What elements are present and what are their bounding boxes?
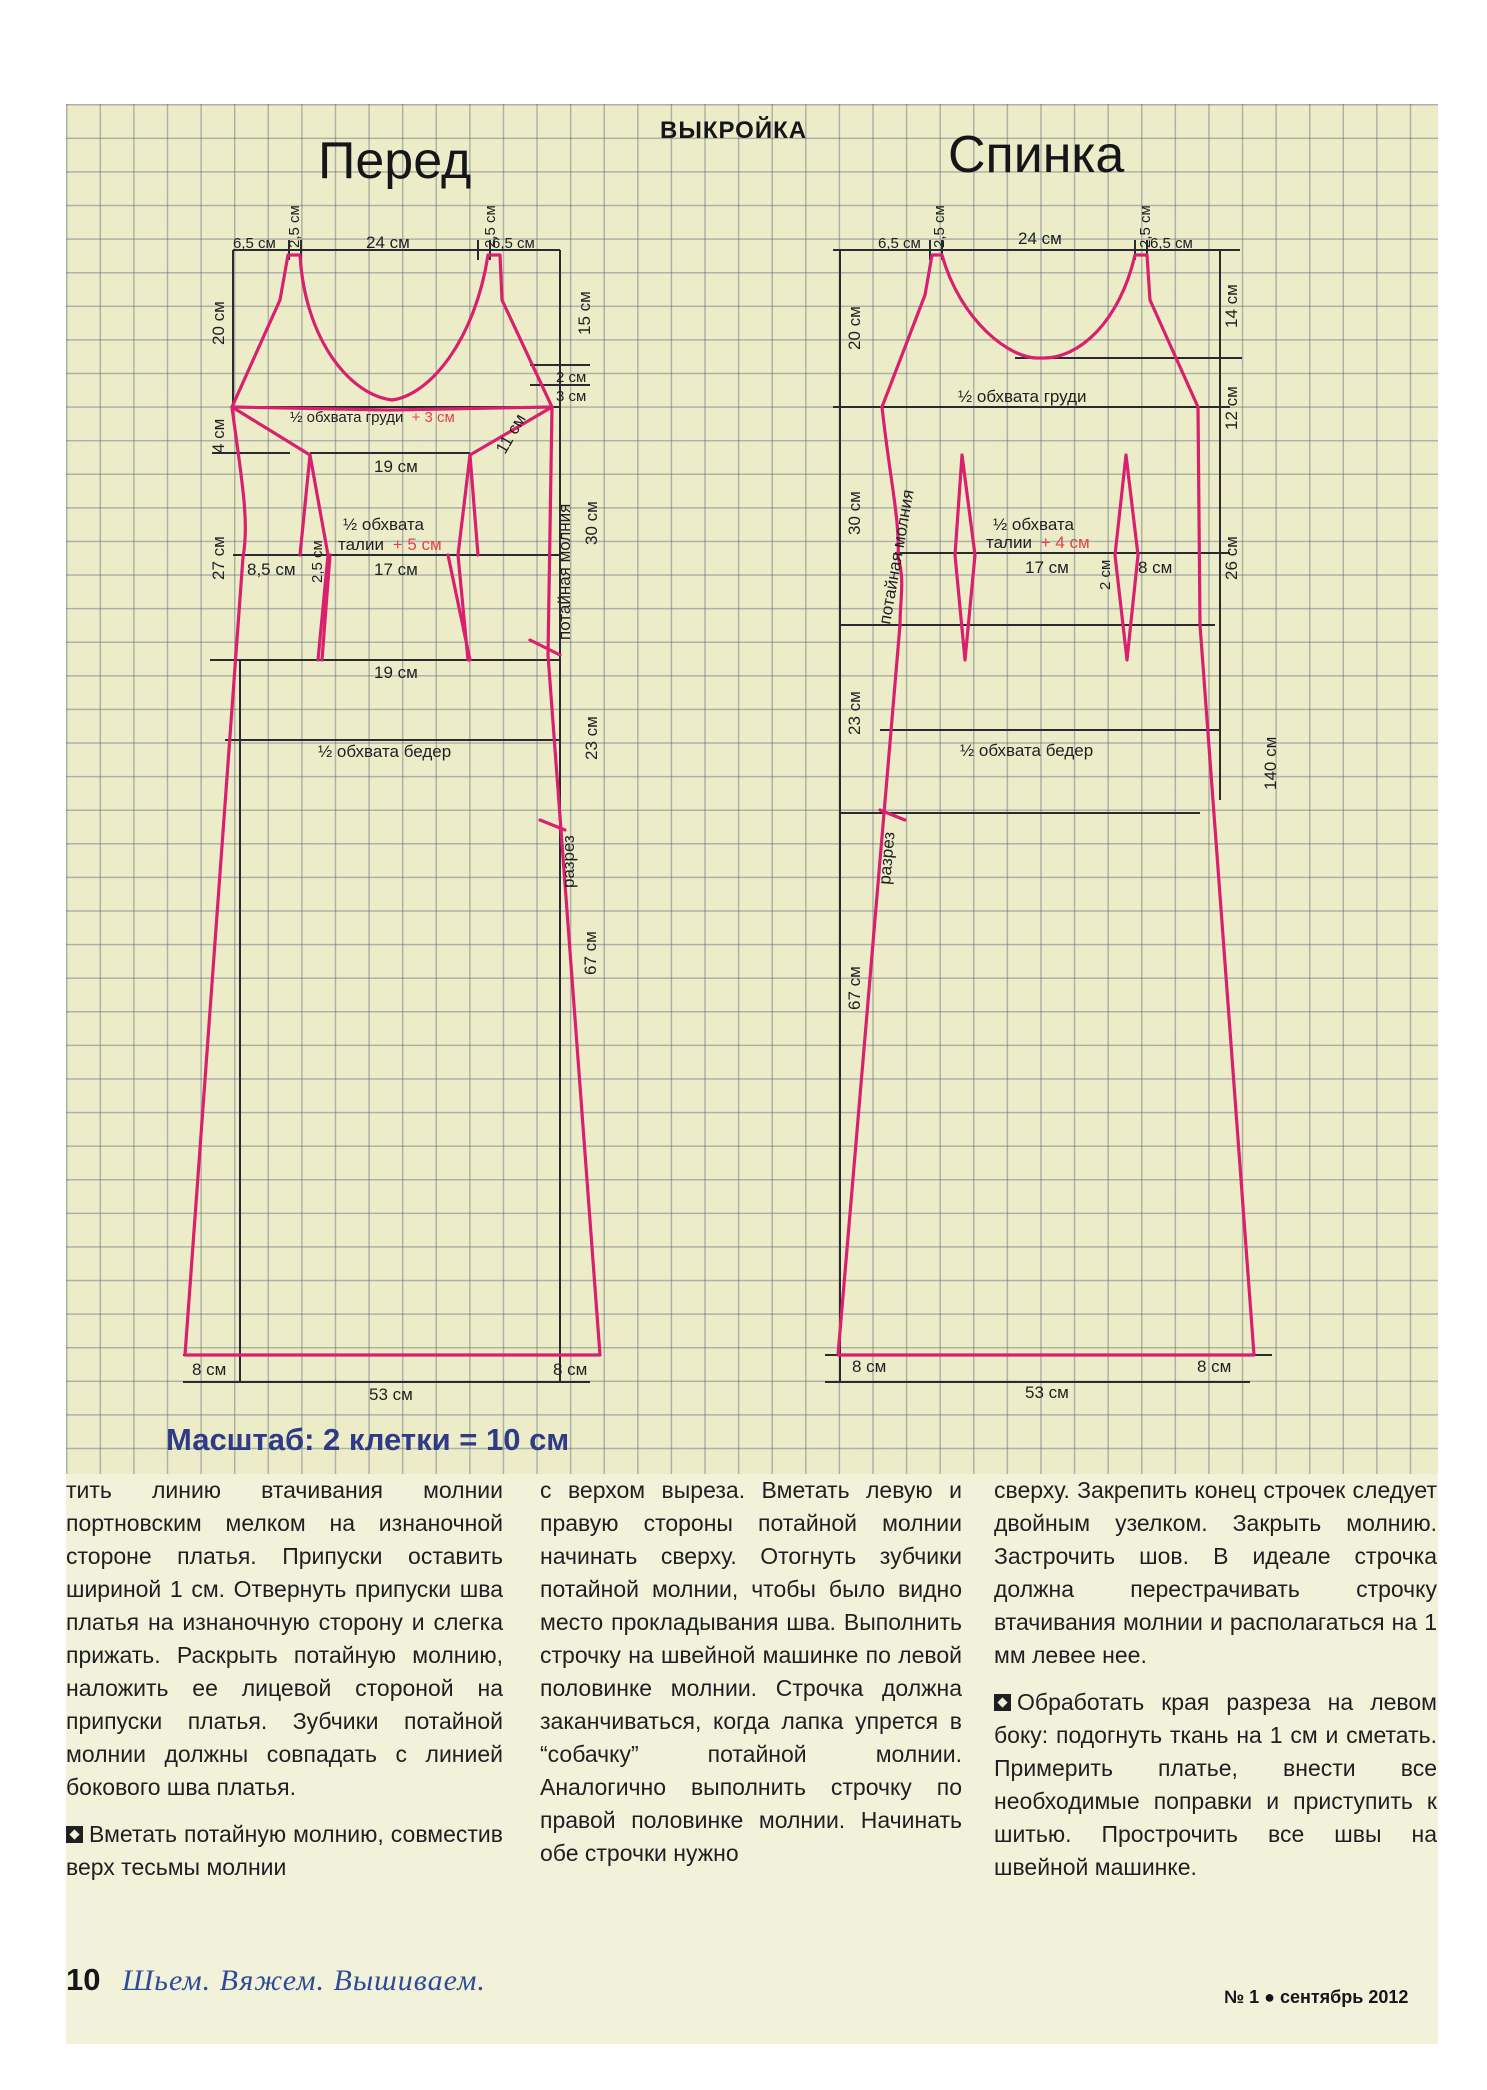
front-title: Перед: [318, 132, 472, 190]
col2-paragraph-1: с верхом выреза. Вметать левую и правую стороны потайной молнии начинать сверху. Отогнуть зубчики потайной молнии, чтобы было видно место прокладывания шва. Выполнить строчку на швейной машинке по левой половинке молнии. Строчка должна заканчиваться, когда лапка упрется в “собачку” потайной молнии. Аналогично выполнить строчку по правой половинке молнии. Начинать обе строчки нужно: [540, 1477, 962, 1866]
back-slit-label: разрез: [875, 831, 899, 886]
front-hem-width: 53 см: [369, 1385, 413, 1404]
front-hip-23: 23 см: [582, 716, 601, 760]
front-v2: 2 см: [556, 369, 587, 386]
front-hem-left: 8 см: [192, 1360, 227, 1379]
back-shoulder-right: 6,5 см: [1150, 235, 1193, 252]
back-waist-label2: талии: [986, 533, 1032, 552]
back-bust-label: ½ обхвата груди: [958, 387, 1087, 406]
front-side-4: 4 см: [209, 418, 228, 453]
front-side-27: 27 см: [209, 536, 228, 580]
back-title: Спинка: [948, 126, 1125, 184]
front-w85: 8,5 см: [247, 560, 296, 579]
front-armhole-height: 20 см: [209, 301, 228, 345]
back-armhole-height: 20 см: [845, 306, 864, 350]
front-len-67: 67 см: [581, 931, 600, 975]
front-neck-width: 24 см: [366, 233, 410, 252]
back-strap-right: 2,5 см: [1137, 205, 1154, 248]
back-dart-2: 2 см: [1097, 559, 1114, 590]
front-w19-top: 19 см: [374, 457, 418, 476]
svg-text:талии + 5 см: [338, 535, 442, 554]
back-zipper-30: 30 см: [845, 491, 864, 535]
front-hem-right: 8 см: [553, 1360, 588, 1379]
front-dart-25: 2,5 см: [309, 540, 326, 583]
front-hip-label: ½ обхвата бедер: [318, 742, 452, 761]
text-column-3: [994, 1474, 1437, 1954]
back-neck-depth: 14 см: [1222, 284, 1241, 328]
back-hem-right: 8 см: [1197, 1357, 1232, 1376]
text-column-2: [540, 1474, 962, 1954]
front-waist-add: + 5 см: [392, 535, 442, 554]
front-bust-add: + 3 см: [411, 409, 455, 426]
back-hem-width: 53 см: [1025, 1383, 1069, 1402]
front-zipper-30: 30 см: [582, 501, 601, 545]
text-column-1: [66, 1474, 503, 1954]
back-hip-23: 23 см: [845, 691, 864, 735]
front-v3: 3 см: [556, 388, 587, 405]
back-hem-left: 8 см: [852, 1357, 887, 1376]
col1-paragraph-2: Вметать потайную молнию, совместив верх тесьмы молнии: [66, 1821, 503, 1880]
back-w17: 17 см: [1025, 558, 1069, 577]
front-strap-left: 2,5 см: [286, 205, 303, 248]
back-outline: [838, 255, 1254, 1355]
svg-text:талии + 4 см: [986, 533, 1090, 552]
back-waist-label1: ½ обхвата: [993, 515, 1074, 534]
bullet-icon: [66, 1826, 83, 1843]
back-neck-width: 24 см: [1018, 229, 1062, 248]
back-len-67: 67 см: [845, 966, 864, 1010]
back-hip-label: ½ обхвата бедер: [960, 741, 1094, 760]
front-w19-bottom: 19 см: [374, 663, 418, 682]
front-waist-label1: ½ обхвата: [343, 515, 424, 534]
col3-paragraph-1: сверху. Закрепить конец строчек следует двойным узелком. Закрыть молнию. Застрочить шов. В идеале строчка должна перестрачивать строчку втачивания молнии и располагаться на 1 мм левее нее.: [994, 1477, 1437, 1668]
magazine-title: Шьем. Вяжем. Вышиваем.: [122, 1964, 486, 1997]
scale-note: Масштаб: 2 клетки = 10 см: [166, 1422, 570, 1457]
back-total-140: 140 см: [1261, 736, 1280, 790]
back-waist-add: + 4 см: [1040, 533, 1090, 552]
front-shoulder-right: 6,5 см: [492, 235, 535, 252]
svg-text:½ обхвата груди + 3 см: [290, 409, 455, 426]
issue-info: № 1 ● сентябрь 2012: [1224, 1987, 1409, 2007]
back-zipper-label: потайная молния: [875, 488, 918, 626]
front-shoulder-left: 6,5 см: [233, 235, 276, 252]
front-w17: 17 см: [374, 560, 418, 579]
back-side-12: 12 см: [1222, 386, 1241, 430]
col3-paragraph-2: Обработать края разреза на левом боку: подогнуть ткань на 1 см и сметать. Примерить платье, внести все необходимые поправки и приступить к шитью. Прострочить все швы на швейной машинке.: [994, 1689, 1437, 1880]
back-side-26: 26 см: [1222, 536, 1241, 580]
back-construction-lines: [825, 240, 1272, 1382]
front-bust-label: ½ обхвата груди: [290, 409, 404, 426]
front-strap-right: 2,5 см: [482, 205, 499, 248]
back-w8: 8 см: [1138, 558, 1173, 577]
front-waist-label2: талии: [338, 535, 384, 554]
back-shoulder-left: 6,5 см: [878, 235, 921, 252]
front-neck-depth: 15 см: [575, 291, 594, 335]
front-slit-label: разрез: [559, 835, 578, 888]
bullet-icon: [994, 1694, 1011, 1711]
front-dart-11: 11 см: [492, 410, 530, 457]
col1-paragraph-1: тить линию втачивания молнии портновским мелком на изнаночной стороне платья. Припуски оставить шириной 1 см. Отвернуть припуски шва платья на изнаночную сторону и слегка прижать. Раскрыть потайную молнию, наложить ее лицевой стороной на припуски платья. Зубчики потайной молнии должны совпадать с линией бокового шва платья.: [66, 1477, 503, 1800]
pattern-header: ВЫКРОЙКА: [660, 117, 808, 144]
page-number: 10: [66, 1962, 101, 1997]
back-strap-left: 2,5 см: [931, 205, 948, 248]
front-zipper-label: потайная молния: [555, 503, 574, 640]
